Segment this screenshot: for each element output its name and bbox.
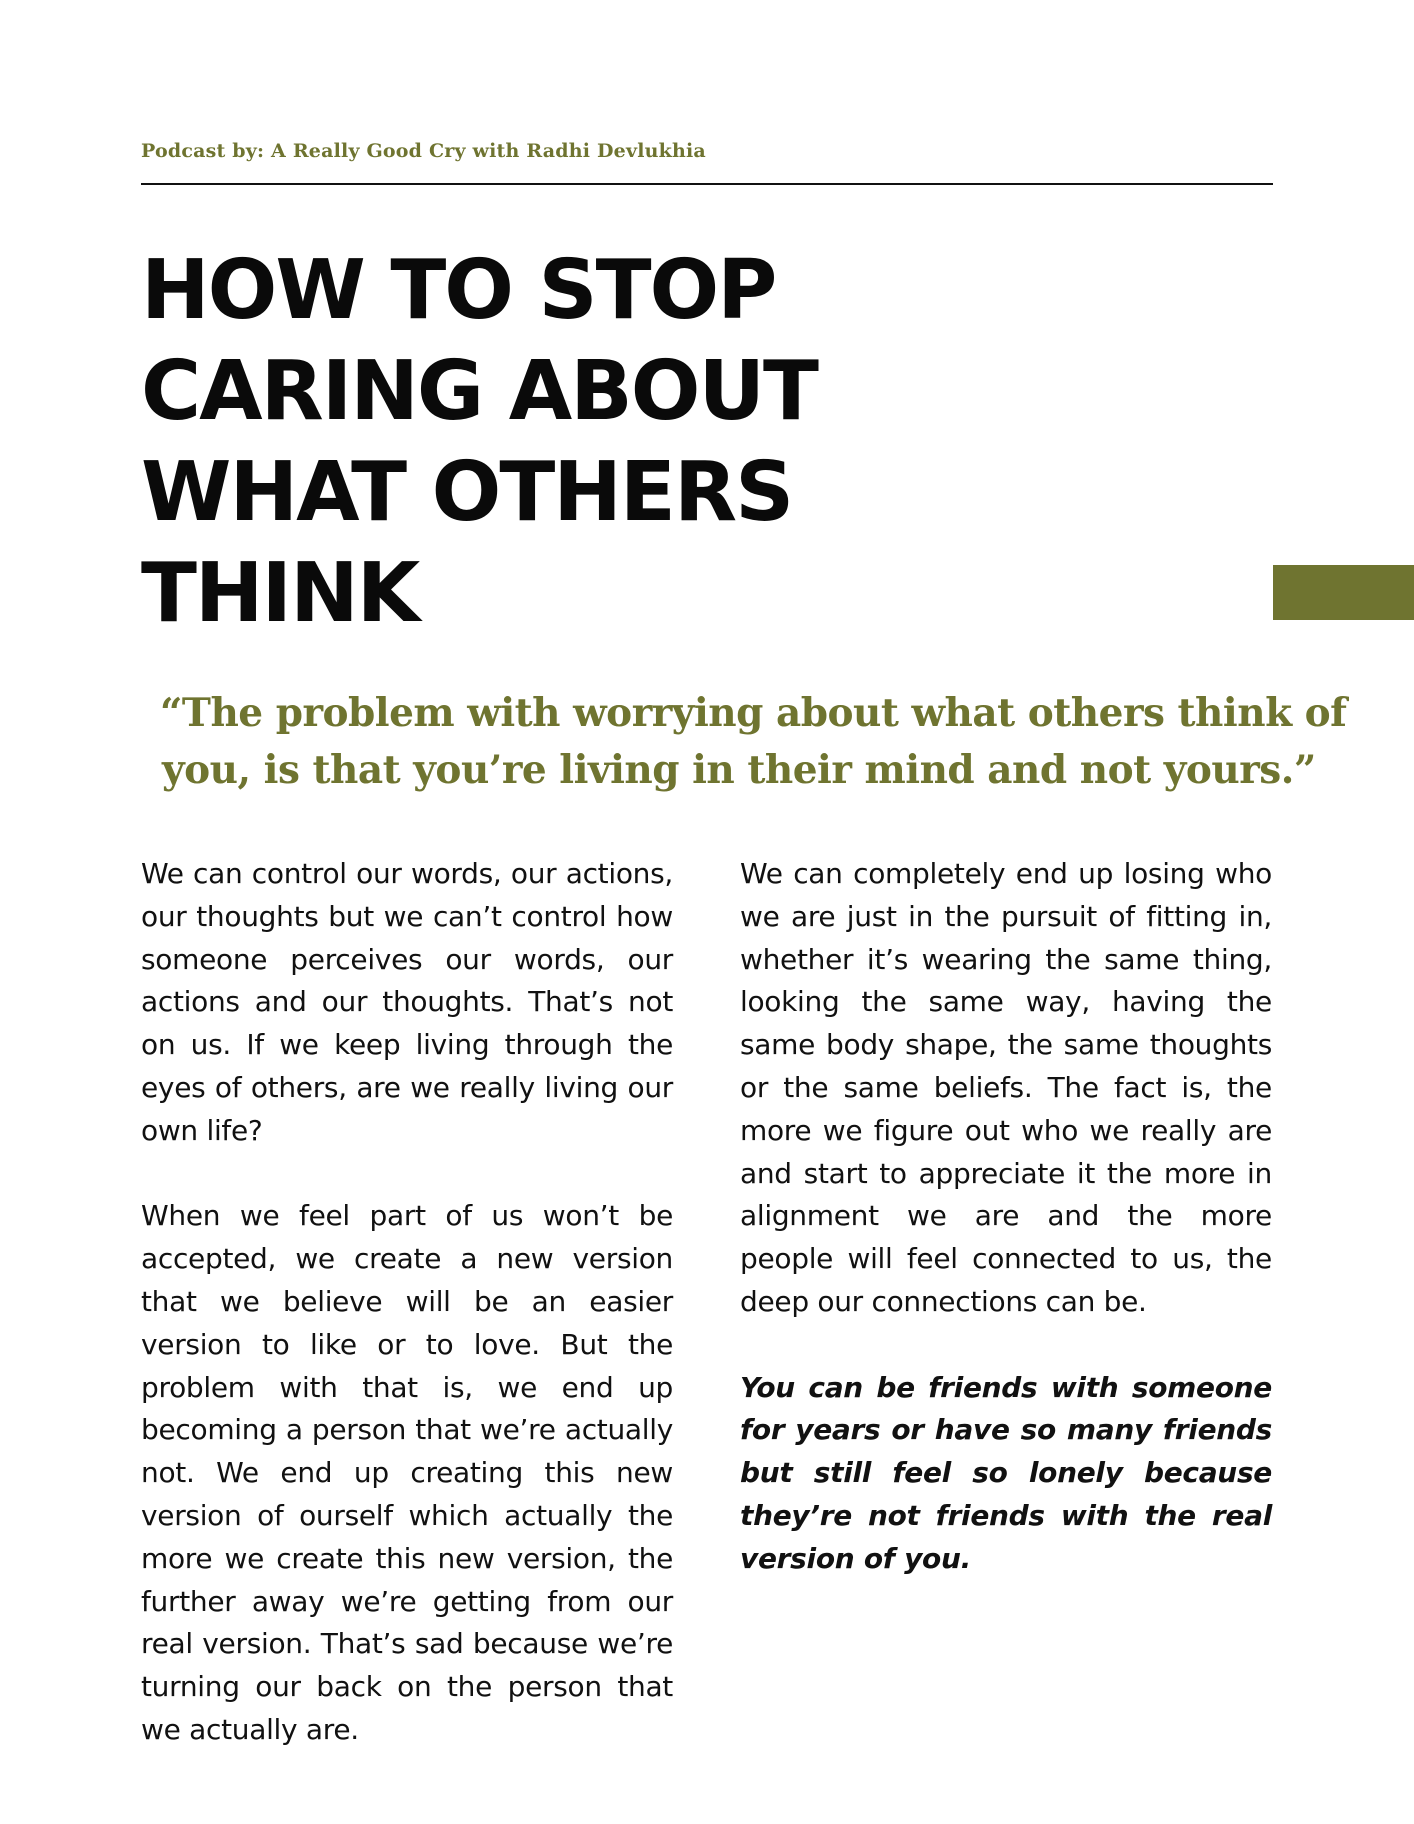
title-line: THINK [141, 546, 419, 641]
body-paragraph: When we feel part of us won’t be accepted, we create a new version that we believe will be an easier version to like or to love. But the problem with that is, we end up becoming a person that we’re actually not. We end up creating this new version of ourself which actually the more we create this new version, the further away we’re getting from our real version. That’s sad because we’re turning our back on the person that we actually are. [141, 1199, 673, 1746]
title-line: CARING ABOUT [141, 344, 817, 439]
title-line: WHAT OTHERS [141, 445, 793, 540]
body-paragraph: We can control our words, our actions, our thoughts but we can’t control how someone perceives our words, our actions and our thoughts. That’s not on us. If we keep living through the eyes of others, are we really living our own life? [141, 857, 673, 1147]
podcast-credit: Podcast by: A Really Good Cry with Radhi Devlukhia [141, 140, 706, 162]
quote-line: you, is that you’re living in their mind and not yours.” [162, 747, 1316, 793]
left-column [141, 853, 673, 1795]
header-divider [141, 183, 1273, 185]
accent-bar [1273, 565, 1414, 620]
page-title [141, 240, 901, 644]
body-paragraph: We can completely end up losing who we are just in the pursuit of fitting in, whether it’s wearing the same thing, looking the same way, having the same body shape, the same thoughts or the same beliefs. The fact is, the more we figure out who we really are and start to appreciate it the more in alignment we are and the more people will feel connected to us, the deep our connections can be. [740, 857, 1272, 1318]
right-column [740, 853, 1272, 1623]
title-line: HOW TO STOP [141, 243, 776, 338]
pull-quote [160, 685, 1347, 799]
emphasis-paragraph: You can be friends with someone for years or have so many friends but still feel so lonely because they’re not friends with the real version of you. [740, 1370, 1272, 1575]
quote-line: “The problem with worrying about what others think of [160, 690, 1347, 736]
